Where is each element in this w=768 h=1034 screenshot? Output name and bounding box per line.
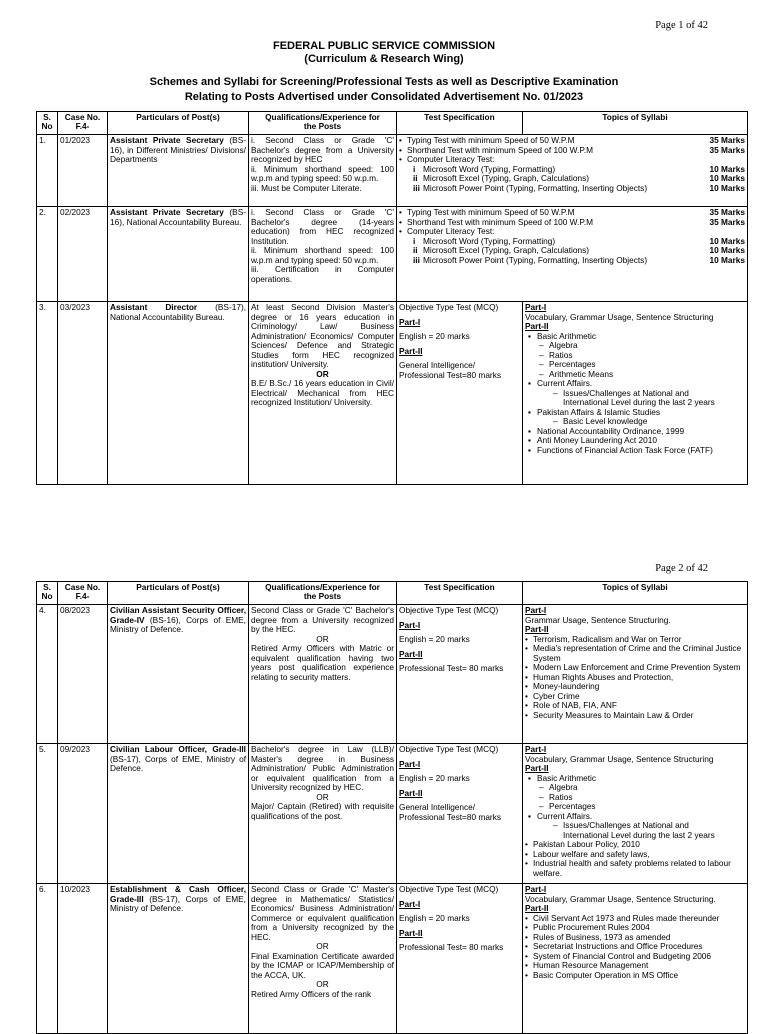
- table-header-row: [37, 582, 748, 605]
- cell-test-spec: Objective Type Test (MCQ) Part-I English = 20 marks Part-II General Intelligence/ Professional Test=80 marks: [397, 744, 523, 884]
- cell-qualifications: Second Class or Grade 'C' Master's degree in Mathematics/ Statistics/ Economics/ Business Administration/ Commerce or equivalent qualification from a University recognized by the HEC. OR Final Examination Certificate awarded by the ICMAP or ICAP/Membership of the ACCA, UK. OR Retired Army Officers of the rank: [249, 884, 397, 1034]
- cell-post: Civilian Assistant Security Officer, Grade-IV (BS-16), Corps of EME, Ministry of Defence.: [108, 605, 249, 744]
- header-topics: Topics of Syllabi: [523, 112, 748, 135]
- cell-qualifications: At least Second Division Master's degree or 16 years education in Criminology/ Law/ Business Administration/ Economics/ Computer Sciences/ Defence and Strategic Studies form HEC recognized institution/ University. OR B.E/ B.Sc./ 16 years education in Civil/ Electrical/ Mechanical from HEC recognized Institution/ University.: [249, 302, 397, 485]
- cell-case: 10/2023: [58, 884, 108, 1034]
- header-post: Particulars of Post(s): [108, 112, 249, 135]
- header-qualifications: Qualifications/Experience for the Posts: [249, 582, 397, 605]
- cell-topics: Part-I Grammar Usage, Sentence Structuring. Part-II • Terrorism, Radicalism and War on Terror • Media's representation of Crime and the Criminal Justice System • Modern Law Enforcement and Crime Prevention System • Human Rights Abuses and Protection, • Money-laundering • Cyber Crime • Role of NAB, FIA, ANF • Security Measures to Maintain Law & Order: [523, 605, 748, 744]
- document-title-line1: Schemes and Syllabi for Screening/Professional Tests as well as Descriptive Examination: [149, 76, 619, 88]
- cell-case: 08/2023: [58, 605, 108, 744]
- header-test-spec: Test Specification: [397, 112, 523, 135]
- cell-case: 03/2023: [58, 302, 108, 485]
- cell-case: 01/2023: [58, 135, 108, 207]
- table-row: [37, 744, 748, 884]
- cell-post: Civilian Labour Officer, Grade-III (BS-17), Corps of EME, Ministry of Defence.: [108, 744, 249, 884]
- cell-test-spec: Objective Type Test (MCQ) Part-I English = 20 marks Part-II General Intelligence/ Professional Test=80 marks: [397, 302, 523, 485]
- cell-qualifications: Bachelor's degree in Law (LLB)/ Master's degree in Business Administration/ Public Administration or equivalent qualification from a University recognized by HEC. OR Major/ Captain (Retired) with requisite qualifications of the post.: [249, 744, 397, 884]
- cell-sno: 1.: [37, 135, 58, 207]
- table-row: [37, 302, 748, 485]
- cell-sno: 5.: [37, 744, 58, 884]
- page-number: Page 1 of 42: [655, 20, 708, 31]
- cell-test-spec: Objective Type Test (MCQ) Part-I English = 20 marks Part-II Professional Test= 80 marks: [397, 605, 523, 744]
- document-title-line2: Relating to Posts Advertised under Consolidated Advertisement No. 01/2023: [184, 91, 584, 103]
- cell-post: Assistant Private Secretary (BS-16), National Accountability Bureau.: [108, 207, 249, 302]
- syllabus-table-page1: [36, 111, 748, 485]
- cell-qualifications: i. Second Class or Grade 'C' Bachelor's degree from a University recognized by HEC ii. Minimum shorthand speed: 100 w.p.m and typing speed: 50 w.p.m. iii. Must be Computer Literate.: [249, 135, 397, 207]
- cell-case: 09/2023: [58, 744, 108, 884]
- cell-topics: Part-I Vocabulary, Grammar Usage, Sentence Structuring Part-II ▪ Basic Arithmetic – Algebra – Ratios – Percentages – Arithmetic Means ▪ Current Affairs. – Issues/Challenges at National and International Level during the last 2 years ▪ Pakistan Affairs & Islamic Studies – Basic Level knowledge ▪ National Accountability Ordinance, 1999 ▪ Anti Money Laundering Act 2010 ▪ Functions of Financial Action Task Force (FATF): [523, 302, 748, 485]
- header-test-spec: Test Specification: [397, 582, 523, 605]
- cell-post: Assistant Director (BS-17), National Accountability Bureau.: [108, 302, 249, 485]
- cell-sno: 3.: [37, 302, 58, 485]
- header-sno: S. No: [37, 112, 58, 135]
- cell-qualifications: Second Class or Grade 'C' Bachelor's degree from a University recognized by the HEC. OR Retired Army Officers with Matric or equivalent qualification having two years post qualification experience relating to security matters.: [249, 605, 397, 744]
- header-sno: S. No: [37, 582, 58, 605]
- cell-test-spec: Objective Type Test (MCQ) Part-I English = 20 marks Part-II Professional Test= 80 marks: [397, 884, 523, 1034]
- cell-topics: Part-I Vocabulary, Grammar Usage, Sentence Structuring. Part-II • Civil Servant Act 1973 and Rules made thereunder • Public Procurement Rules 2004 • Rules of Business, 1973 as amended • Secretariat Instructions and Office Procedures • System of Financial Control and Budgeting 2006 • Human Resource Management • Basic Computer Operation in MS Office: [523, 884, 748, 1034]
- table-row: [37, 207, 748, 302]
- document-wing: (Curriculum & Research Wing): [304, 53, 464, 65]
- cell-topics: Part-I Vocabulary, Grammar Usage, Sentence Structuring Part-II ▪ Basic Arithmetic – Algebra – Ratios – Percentages ▪ Current Affairs. – Issues/Challenges at National and International Level during the last 2 years • Pakistan Labour Policy, 2010 • Labour welfare and safety laws, • Industrial health and safety problems related to labour welfare.: [523, 744, 748, 884]
- cell-post: Establishment & Cash Officer, Grade-III (BS-17), Corps of EME, Ministry of Defence.: [108, 884, 249, 1034]
- syllabus-table-page2: [36, 581, 748, 1034]
- cell-test-topics: • Typing Test with minimum Speed of 50 W.P.M 35 Marks • Shorthand Test with minimum Speed of 100 W.P.M 35 Marks • Computer Literacy Test: i Microsoft Word (Typing, Formatting) 10 Marks ii Microsoft Excel (Typing, Graph, Calculations) 10 Marks iii Microsoft Power Point (Typing, Formatting, Inserting Objects) 10 Marks: [397, 207, 748, 302]
- table-row: [37, 605, 748, 744]
- table-header-row: [37, 112, 748, 135]
- cell-case: 02/2023: [58, 207, 108, 302]
- document-organization: FEDERAL PUBLIC SERVICE COMMISSION: [272, 40, 496, 52]
- cell-test-topics: • Typing Test with minimum Speed of 50 W.P.M 35 Marks • Shorthand Test with minimum Speed of 100 W.P.M 35 Marks • Computer Literacy Test: i Microsoft Word (Typing, Formatting) 10 Marks ii Microsoft Excel (Typing, Graph, Calculations) 10 Marks iii Microsoft Power Point (Typing, Formatting, Inserting Objects) 10 Marks: [397, 135, 748, 207]
- header-post: Particulars of Post(s): [108, 582, 249, 605]
- page-number: Page 2 of 42: [655, 563, 708, 574]
- header-case: Case No. F.4-: [58, 112, 108, 135]
- cell-sno: 2.: [37, 207, 58, 302]
- table-row: [37, 884, 748, 1034]
- header-qualifications: Qualifications/Experience for the Posts: [249, 112, 397, 135]
- cell-sno: 4.: [37, 605, 58, 744]
- table-row: [37, 135, 748, 207]
- cell-sno: 6.: [37, 884, 58, 1034]
- cell-post: Assistant Private Secretary (BS-16), in Different Ministries/ Divisions/ Departments: [108, 135, 249, 207]
- cell-qualifications: i. Second Class or Grade 'C' Bachelor's degree (14-years education) from HEC recognized Institution. ii. Minimum shorthand speed: 100 w.p.m and typing speed: 50 w.p.m. iii. Certification in Computer operations.: [249, 207, 397, 302]
- header-case: Case No. F.4-: [58, 582, 108, 605]
- header-topics: Topics of Syllabi: [523, 582, 748, 605]
